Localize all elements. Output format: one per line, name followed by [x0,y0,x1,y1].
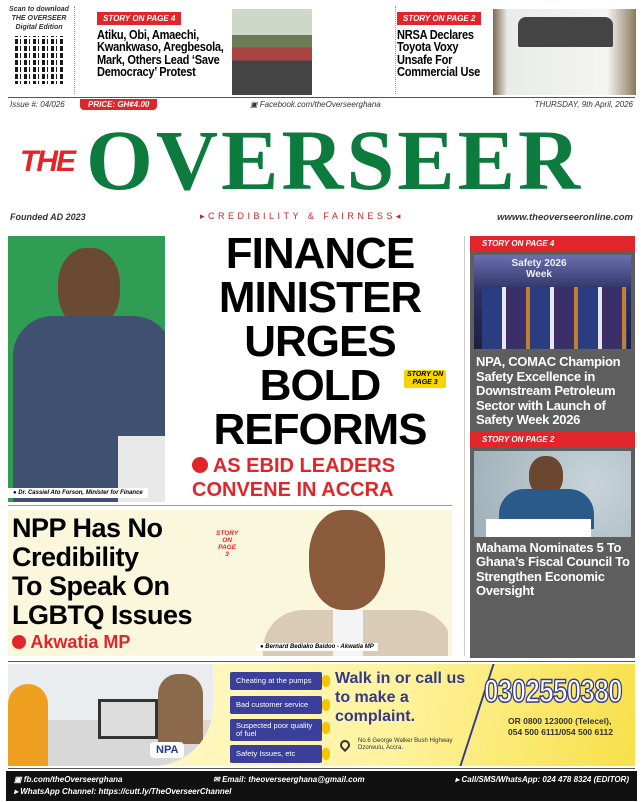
ad-phone[interactable]: 0302550380 [484,673,622,709]
npa-logo: NPA [150,742,184,758]
divider [464,236,465,656]
alt-phone-line: 054 500 6111/054 500 6112 [508,727,613,737]
lead-subhead [192,454,395,502]
second-headline-line: Credibility [12,542,139,572]
subhead-line: AS EBID LEADERS [212,455,396,477]
akwatia-mp-photo [253,510,448,656]
mahama-photo [474,451,631,537]
founded-text: Founded AD 2023 [10,212,86,222]
issue-date: THURSDAY, 9th April, 2026 [534,100,633,109]
qr-caption-1: Scan to download [9,6,69,13]
top-story-1-headline[interactable]: Atiku, Obi, Amaechi, Kwankwaso, Aregbesola, Mark, Others Lead ‘Save Democracy’ Protest [97,27,224,79]
issue-button: Bad customer service [230,696,322,714]
story-on-page-badge [216,530,238,558]
issue-button: Cheating at the pumps [230,672,322,690]
photo-caption: ● Bernard Bediako Baidoo - Akwatia MP [256,643,378,651]
badge-line: STORY [216,530,239,537]
arrow-right-circle-icon [12,635,26,649]
top-story-2-headline[interactable]: NRSA Declares Toyota Voxy Unsafe For Commercial Use [397,27,481,79]
footer-bar [6,771,637,801]
masthead-logo [0,113,643,209]
footer-facebook[interactable]: ▣ fb.com/theOverseerghana [14,775,123,784]
footer-call[interactable]: ▸ Call/SMS/WhatsApp: 024 478 8324 (EDITOR) [455,775,629,784]
price-badge: PRICE: GH¢4.00 [80,99,157,110]
toyota-voxy-photo [493,9,636,95]
lead-headline[interactable] [180,229,460,454]
image-text: Safety 2026 Week [511,258,567,280]
qr-block [6,5,72,84]
badge-line: STORY ON [407,371,444,378]
divider [8,661,635,662]
tagline: ▸CREDIBILITY & FAIRNESS◂ [200,211,404,221]
qr-caption-2: THE OVERSEER [11,15,67,22]
divider [395,6,396,94]
lead-headline-line: URGES [244,317,396,366]
facebook-link[interactable]: ▣ Facebook.com/theOverseerghana [250,100,381,109]
divider [8,505,452,506]
second-subhead [12,632,130,653]
story-tag: STORY ON PAGE 4 [97,12,181,25]
second-headline-line: LGBTQ Issues [12,600,193,630]
second-story[interactable] [8,510,452,656]
second-headline-line: To Speak On [12,571,170,601]
divider [74,6,75,94]
ad-cta: Walk in or call us to make a complaint. [335,670,466,725]
badge-line: ON [222,537,232,544]
footer-whatsapp-text: WhatsApp Channel: https://cutt.ly/TheOverseerChannel [20,787,232,796]
photo-caption-text: Bernard Bediako Baidoo - Akwatia MP [265,644,374,650]
badge-line: 3 [225,551,229,558]
photo-caption: ● Dr. Cassiel Ato Forson, Minister for Finance [8,488,148,498]
divider [8,768,635,769]
protest-photo [232,9,312,95]
facebook-text: Facebook.com/theOverseerghana [259,100,381,109]
footer-call-text: Call/SMS/WhatsApp: 024 478 8324 (EDITOR) [461,775,629,784]
lead-headline-line: BOLD [259,361,381,410]
masthead-the: THE [20,145,74,178]
sidebar-story-1-headline[interactable]: NPA, COMAC Champion Safety Excellence in Downstream Petroleum Sector with Launch of Safety Week 2026 [476,354,621,427]
finance-minister-photo [8,236,165,502]
issue-number: Issue #: 04/026 [10,100,65,109]
location-pin-icon [338,738,352,752]
subhead-line: CONVENE IN ACCRA [192,479,394,501]
ad-address: No.6 George Walker Bush Highway Dzorwulu, Accra. [358,738,453,751]
badge-line: PAGE [218,544,237,551]
issue-button: Suspected poor quality of fuel [230,719,322,741]
masthead-name: OVERSEER [86,112,584,208]
footer-whatsapp[interactable]: ▸ WhatsApp Channel: https://cutt.ly/TheOverseerChannel [14,787,232,796]
sidebar [470,236,635,658]
npa-advertisement[interactable] [8,664,635,766]
qr-code-icon[interactable] [15,36,63,84]
footer-facebook-text: fb.com/theOverseerghana [23,775,123,784]
issue-button: Safety Issues, etc [230,745,322,763]
second-headline-line: NPP Has No [12,513,163,543]
story-tag: STORY ON PAGE 2 [470,432,635,447]
alt-phone-line: OR 0800 123000 (Telecel), [508,716,612,726]
website-link[interactable]: wwww.theoverseeronline.com [497,212,633,223]
second-headline[interactable] [12,514,192,630]
footer-email-text: Email: theoverseerghana@gmail.com [222,775,365,784]
sidebar-story-2-headline[interactable]: Mahama Nominates 5 To Ghana’s Fiscal Council To Strengthen Economic Oversight [476,539,630,598]
footer-email[interactable]: ✉ Email: theoverseerghana@gmail.com [213,775,365,784]
qr-caption-3: Digital Edition [15,24,63,31]
info-bar [0,99,643,112]
story-tag: STORY ON PAGE 4 [470,236,635,251]
top-story-2[interactable] [397,8,492,78]
divider [8,97,635,98]
top-story-1[interactable] [97,8,230,78]
story-tag: STORY ON PAGE 2 [397,12,481,25]
lead-headline-line: MINISTER [218,273,422,322]
second-subhead-text: Akwatia MP [30,632,131,652]
story-on-page-badge [404,370,446,388]
arrow-right-circle-icon [192,457,208,473]
photo-caption-text: Dr. Cassiel Ato Forson, Minister for Finance [18,490,143,496]
badge-line: PAGE 3 [412,379,438,386]
lead-headline-line: FINANCE [225,229,415,278]
ad-alt-phones [508,716,613,738]
tagline-text: CREDIBILITY & FAIRNESS [208,211,396,221]
safety-week-photo [474,255,631,349]
lead-headline-line: REFORMS [213,405,427,454]
